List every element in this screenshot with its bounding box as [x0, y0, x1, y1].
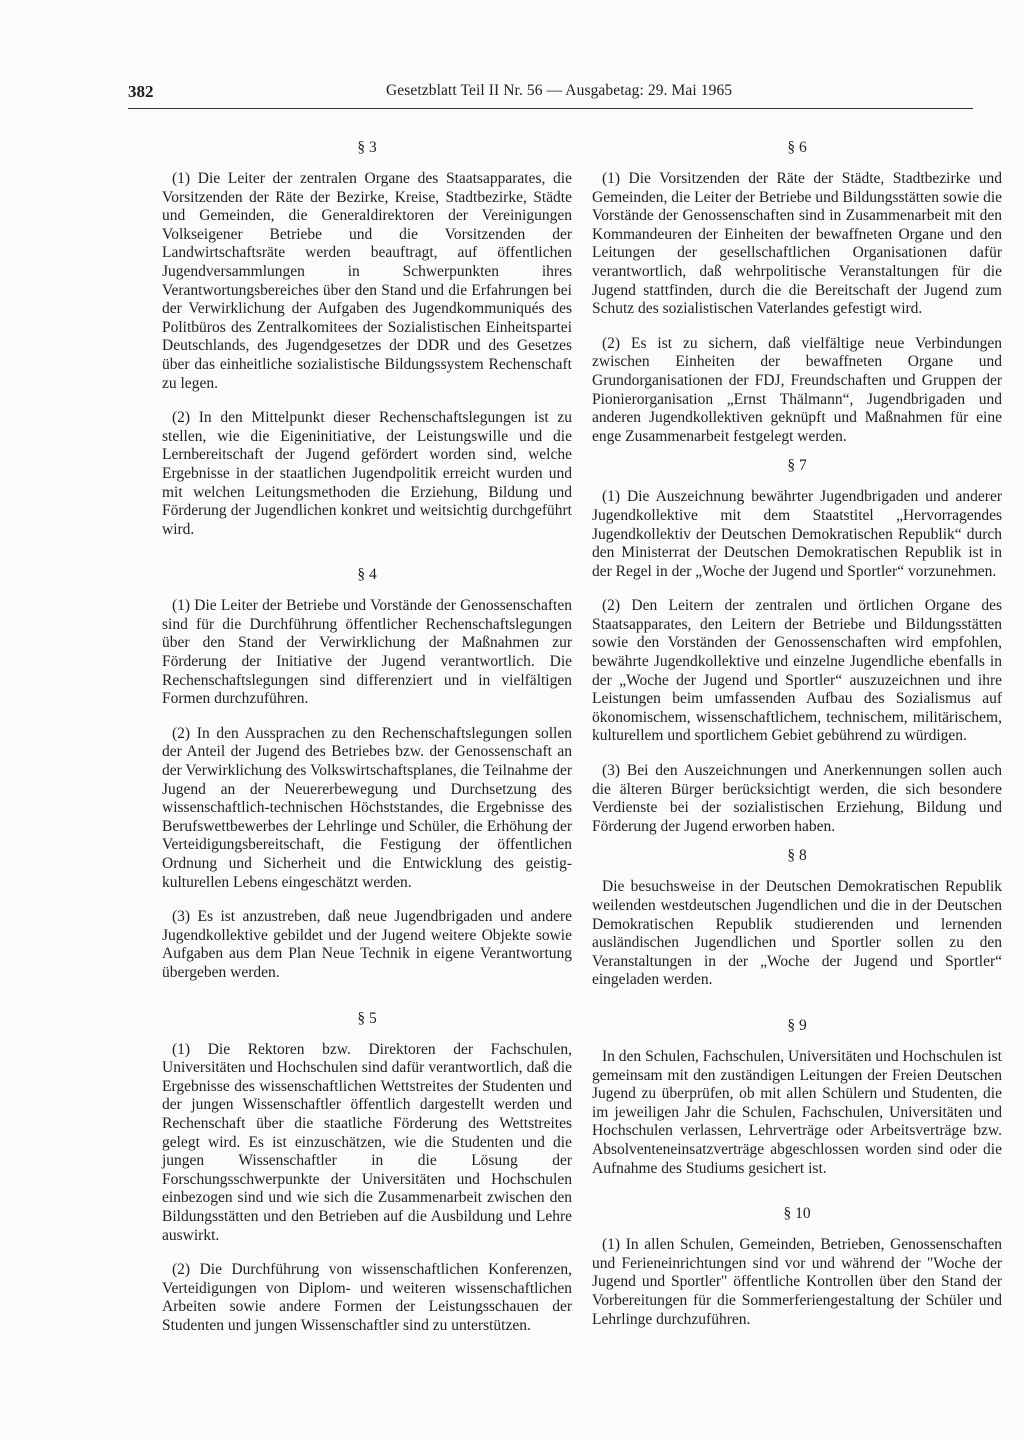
paragraph: Die besuchsweise in der Deutschen Demokratischen Republik weilenden westdeutschen Jugendlichen und die in der Deutschen Demokratischen Republik studierenden und lernenden ausländischen Jugendlichen und Sportler sollen zu den Veranstaltungen in der „Woche der Jugend und Sportler“ eingeladen werden.: [592, 878, 1002, 989]
paragraph: (2) In den Aussprachen zu den Rechenschaftslegungen sollen der Anteil der Jugend des Betriebes bzw. der Genossenschaft an der Verwirklichung des Volkswirtschaftsplanes, die Teilnahme der Jugend an der Neuererbewegung und Durchsetzung des wissenschaftlich-technischen Höchststandes, die Ergebnisse des Berufswettbewerbes der Lehrlinge und Schüler, die Erhöhung der Verteidigungsbereitschaft, die Festigung der öffentlichen Ordnung und Sicherheit und die Entwicklung des geistig-kulturellen Lebens eingeschätzt werden.: [162, 724, 572, 891]
paragraph: (2) Es ist zu sichern, daß vielfältige neue Verbindungen zwischen Einheiten der bewaffneten Organe und Grundorganisationen der FDJ, Freundschaften und Gruppen der Pionierorganisation „Ernst Thälmann“, Jugendbrigaden und anderen Jugendkollektiven geknüpft und Maßnahmen für eine enge Zusammenarbeit festgelegt werden.: [592, 334, 1002, 445]
header-rule: [128, 108, 973, 109]
paragraph: (2) Den Leitern der zentralen und örtlichen Organe des Staatsapparates, den Leitern der Betriebe und Bildungsstätten sowie den Vorständen der Genossenschaften wird empfohlen, bewährte Jugendkollektive und einzelne Jugendliche ebenfalls in der „Woche der Jugend und Sportler“ auszuzeichnen und ihre Leistungen beim umfassenden Aufbau des Sozialismus auf ökonomischem, wissenschaftlichem, technischem, militärischem, kulturellem und sportlichem Gebiet gebührend zu würdigen.: [592, 597, 1002, 745]
left-column: [162, 138, 572, 1351]
section-heading: § 10: [783, 1205, 811, 1223]
paragraph: In den Schulen, Fachschulen, Universitäten und Hochschulen ist gemeinsam mit den zuständigen Leitungen der Freien Deutschen Jugend zu überprüfen, ob mit allen Schülern und Studenten, die im jeweiligen Jahr die Schulen, Fachschulen, Universitäten und Hochschulen verlassen, Lehrverträge oder Arbeitsverträge bzw. Absolventeneinsatzverträge abgeschlossen worden sind oder die Aufnahme des Studiums gesichert ist.: [592, 1047, 1002, 1177]
paragraph: (3) Bei den Auszeichnungen und Anerkennungen sollen auch die älteren Bürger berücksichtigt werden, die sich besondere Verdienste bei der sozialistischen Erziehung, Bildung und Förderung der Jugend erworben haben.: [592, 762, 1002, 835]
paragraph: (2) Die Durchführung von wissenschaftlichen Konferenzen, Verteidigungen von Diplom- und weiteren wissenschaftlichen Arbeiten sowie andere Formen der Leistungsschauen der Studenten und jungen Wissenschaftler sind zu unterstützen.: [162, 1261, 572, 1334]
section-heading: § 5: [357, 1009, 377, 1027]
section-heading: § 9: [787, 1016, 807, 1034]
paragraph: (1) Die Leiter der Betriebe und Vorstände der Genossenschaften sind für die Durchführung öffentlicher Rechenschaftslegungen über den Stand der Verwirklichung der Maßnahmen zur Förderung der Initiative der Jugend verantwortlich. Die Rechenschaftslegungen sind differenziert und in vielfältigen Formen durchzuführen.: [162, 597, 572, 708]
paragraph: (1) Die Rektoren bzw. Direktoren der Fachschulen, Universitäten und Hochschulen sind dafür verantwortlich, daß die Ergebnisse des wissenschaftlichen Wettstreites der Studenten und der jungen Wissenschaftler öffentlich dargestellt werden und Rechenschaft über die staatliche Förderung des Wettstreites gelegt wird. Es ist einzuschätzen, wie die Studenten und die jungen Wissenschaftler in die Lösung der Forschungsschwerpunkte der Universitäten und Hochschulen einbezogen sind und wie sich die Zusammenarbeit zwischen den Bildungsstätten und den Betrieben auf die Ausbildung und Lehre auswirkt.: [162, 1040, 572, 1244]
section-heading: § 3: [357, 139, 377, 156]
section-heading: § 7: [787, 457, 807, 475]
section-heading: § 6: [787, 139, 807, 156]
page-number: 382: [128, 82, 154, 101]
paragraph: (1) Die Auszeichnung bewährter Jugendbrigaden und anderer Jugendkollektive mit dem Staatstitel „Hervorragendes Jugendkollektiv der Deutschen Demokratischen Republik“ durch den Ministerrat der Deutschen Demokratischen Republik ist in der Regel in der „Woche der Jugend und Sportler“ vorzunehmen.: [592, 488, 1002, 580]
paragraph: (1) Die Vorsitzenden der Räte der Städte, Stadtbezirke und Gemeinden, die Leiter der Betriebe und Bildungsstätten sowie die Vorstände der Genossenschaften sind in Zusammenarbeit mit den Kommandeuren der Einheiten der bewaffneten Organe und den Leitungen der gesellschaftlichen Organisationen dafür verantwortlich, daß wehrpolitische Veranstaltungen für die Jugend stattfinden, durch die die Bereitschaft der Jugend zum Schutz des sozialistischen Vaterlandes gefestigt wird.: [592, 170, 1002, 318]
right-column: [592, 138, 1002, 1345]
paragraph: (2) In den Mittelpunkt dieser Rechenschaftslegungen ist zu stellen, wie die Eigeninitiative, der Leistungswille und die Lernbereitschaft der Jugend gefördert worden sind, welche Ergebnisse in der staatlichen Jugendpolitik erreicht wurden und mit welchen Leitungsmethoden die Erziehung, Bildung und Förderung der Jugendlichen konkret und weitsichtig durchgeführt wird.: [162, 409, 572, 538]
page-header: [128, 82, 973, 106]
paragraph: (1) Die Leiter der zentralen Organe des Staatsapparates, die Vorsitzenden der Räte der Bezirke, Kreise, Stadtbezirke, Städte und Gemeinden, die Generaldirektoren der Vereinigungen Volkseigener Betriebe und die Vorsitzenden der Landwirtschaftsräte werden beauftragt, auf öffentlichen Jugendversammlungen in Schwerpunkten ihres Verantwortungsbereiches über den Stand und die Erfahrungen bei der Verwirklichung der Aufgaben des Jugendkommuniqués des Politbüros des Zentralkomitees der Sozialistischen Einheitspartei Deutschlands, des Jugendgesetzes der DDR und des Gesetzes über das einheitliche sozialistische Bildungssystem Rechenschaft zu legen.: [162, 170, 572, 392]
paragraph: (3) Es ist anzustreben, daß neue Jugendbrigaden und andere Jugendkollektive gebildet und der Jugend weitere Objekte sowie Aufgaben aus dem Plan Neue Technik in eigene Verantwortung übergeben werden.: [162, 908, 572, 981]
paragraph: (1) In allen Schulen, Gemeinden, Betrieben, Genossenschaften und Ferieneinrichtungen sind vor und während der "Woche der Jugend und Sportler" öffentliche Kontrollen über den Stand der Vorbereitungen für die Sommerferiengestaltung der Schüler und Lehrlinge durchzuführen.: [592, 1236, 1002, 1328]
section-heading: § 4: [357, 566, 377, 584]
section-heading: § 8: [787, 847, 807, 865]
running-head: Gesetzblatt Teil II Nr. 56 — Ausgabetag: 29. Mai 1965: [386, 82, 733, 99]
